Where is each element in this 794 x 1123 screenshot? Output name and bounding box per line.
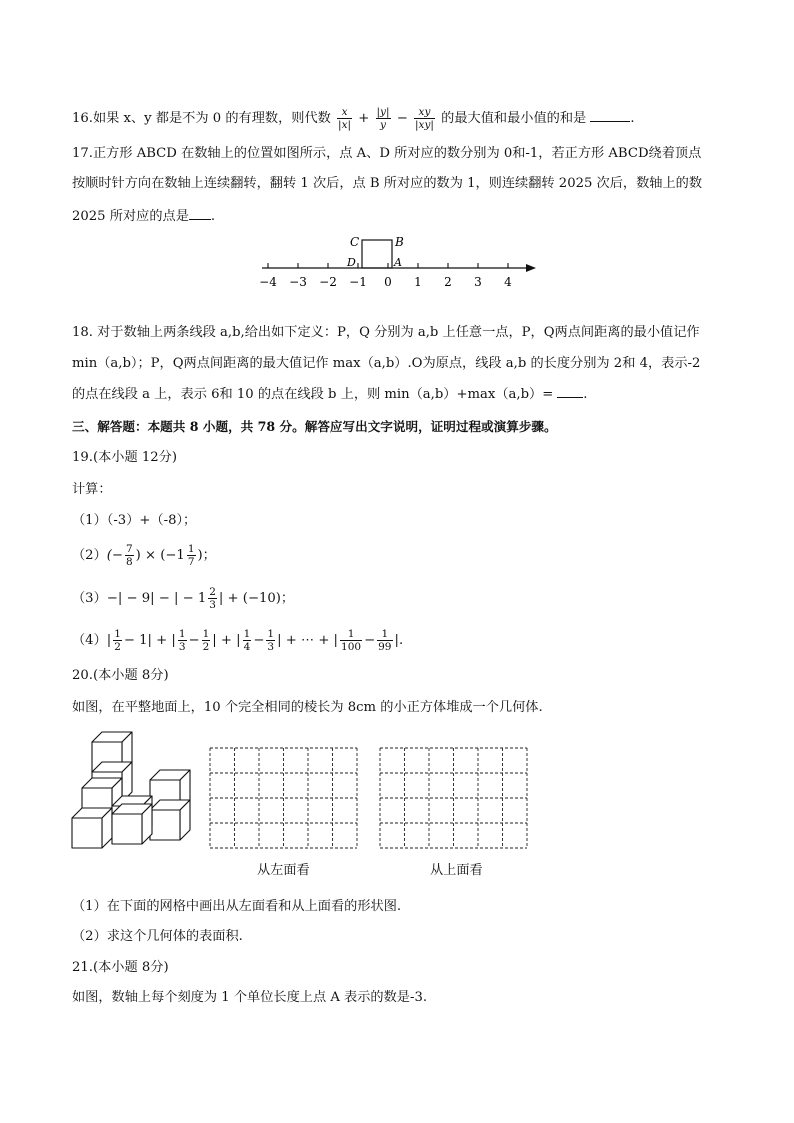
q19-part-2: （2）(− $\frac{7}{8}$ ) × (−1 $\frac{1}{7}$ )； <box>72 543 216 568</box>
q18-line-1: 18. 对于数轴上两条线段 a,b,给出如下定义：P，Q 分别为 a,b 上任意一点，P，Q两点间距离的最小值记作 <box>72 325 700 340</box>
tick-label: 3 <box>474 275 482 289</box>
q19-calc-label: 计算： <box>72 482 112 497</box>
tick-label: 1 <box>414 275 422 289</box>
q16-minus: − <box>396 111 408 126</box>
q18-answer-blank[interactable] <box>557 397 583 398</box>
cube-stack <box>72 732 190 848</box>
q16-fraction-2: $\frac{|y|}{y}$ <box>376 106 390 131</box>
q20-heading: 20.(本小题 8分) <box>72 668 169 683</box>
q19-heading: 19.(本小题 12分) <box>72 450 177 465</box>
unit-cube <box>150 800 190 840</box>
q17-line-3: 2025 所对应的点是 . <box>72 209 216 224</box>
q20-body: 如图，在平整地面上，10 个完全相同的棱长为 8cm 的小正方体堆成一个几何体. <box>72 700 543 715</box>
number-line-figure <box>250 228 550 296</box>
tick-label: −3 <box>289 275 307 289</box>
grid-left-label: 从左面看 <box>257 863 310 878</box>
number-line-ticks <box>259 263 512 289</box>
label-b: B <box>395 235 404 249</box>
label-d: D <box>347 256 356 269</box>
q19-p3-fraction: $\frac{2}{3}$ <box>209 586 216 611</box>
q16-prefix: 16.如果 x、y 都是不为 0 的有理数，则代数 <box>72 111 331 126</box>
tick-label: 2 <box>444 275 452 289</box>
q16-fraction-3: $\frac{xy}{|xy|}$ <box>415 106 434 131</box>
cube-stack-figure <box>70 730 200 855</box>
q17-line-2: 按顺时针方向在数轴上连续翻转，翻转 1 次后，点 B 所对应的数为 1，则连续翻转 2025 次后，数轴上的数 <box>72 176 703 191</box>
q17-line-1: 17.正方形 ABCD 在数轴上的位置如图所示，点 A、D 所对应的数分别为 0和-1，若正方形 ABCD绕着顶点 <box>72 146 702 161</box>
tick-label: −1 <box>349 275 367 289</box>
q18-line-3: 的点在线段 a 上，表示 6和 10 的点在线段 b 上，则 min（a,b）+max（a,b）= . <box>72 387 588 402</box>
q21-body: 如图，数轴上每个刻度为 1 个单位长度上点 A 表示的数是-3. <box>72 990 428 1005</box>
q19-p2-fraction-a: $\frac{7}{8}$ <box>125 543 133 568</box>
view-grids <box>208 746 534 856</box>
q16-suffix: 的最大值和最小值的和是 <box>441 111 587 126</box>
unit-cube <box>112 804 152 844</box>
unit-cube <box>72 808 112 848</box>
label-c: C <box>350 235 360 249</box>
q19-part-1: （1）（-3）+（-8）； <box>72 513 197 528</box>
label-a: A <box>394 256 402 269</box>
q20-part-2: （2）求这个几何体的表面积. <box>72 929 243 944</box>
q19-part-4: （4）| $\frac{1}{2}$ − 1| + | $\frac{1}{3}$ − $\frac{1}{2}$ | + | $\frac{1}{4}$ − $\frac{1}{3}$ | + ⋯ + | $\frac{1}{100}$ − $\frac{1}{99}$ |. <box>72 628 404 653</box>
tick-label: 0 <box>384 275 392 289</box>
q21-heading: 21.(本小题 8分) <box>72 960 169 975</box>
q16-plus: + <box>358 111 370 126</box>
tick-label: −4 <box>259 275 277 289</box>
tick-label: 4 <box>504 275 512 289</box>
q18-line-2: min（a,b）；P，Q两点间距离的最大值记作 max（a,b）.O为原点，线段 a,b 的长度分别为 2和 4，表示-2 <box>72 356 701 371</box>
question-16: 16.如果 x、y 都是不为 0 的有理数，则代数 $\frac{x}{|x|}$ + $\frac{|y|}{y}$ − $\frac{xy}{|xy|}$ 的最大值和最小值的和是 . <box>72 106 635 131</box>
q16-fraction-1: $\frac{x}{|x|}$ <box>338 106 352 131</box>
grid-top-label: 从上面看 <box>430 863 483 878</box>
q19-part-3: （3）−| − 9| − | − 1 $\frac{2}{3}$ | + (−10)； <box>72 586 295 611</box>
q19-p2-fraction-b: $\frac{1}{7}$ <box>187 543 195 568</box>
section-3-heading: 三、解答题：本题共 8 小题，共 78 分。解答应写出文字说明，证明过程或演算步骤。 <box>72 419 557 434</box>
grid-left-view[interactable] <box>210 748 357 848</box>
grid-top-view[interactable] <box>380 748 527 848</box>
q17-answer-blank[interactable] <box>189 219 211 220</box>
q16-answer-blank[interactable] <box>590 121 630 122</box>
tick-label: −2 <box>319 275 337 289</box>
number-line-arrow <box>526 264 536 272</box>
q20-part-1: （1）在下面的网格中画出从左面看和从上面看的形状图. <box>72 899 402 914</box>
